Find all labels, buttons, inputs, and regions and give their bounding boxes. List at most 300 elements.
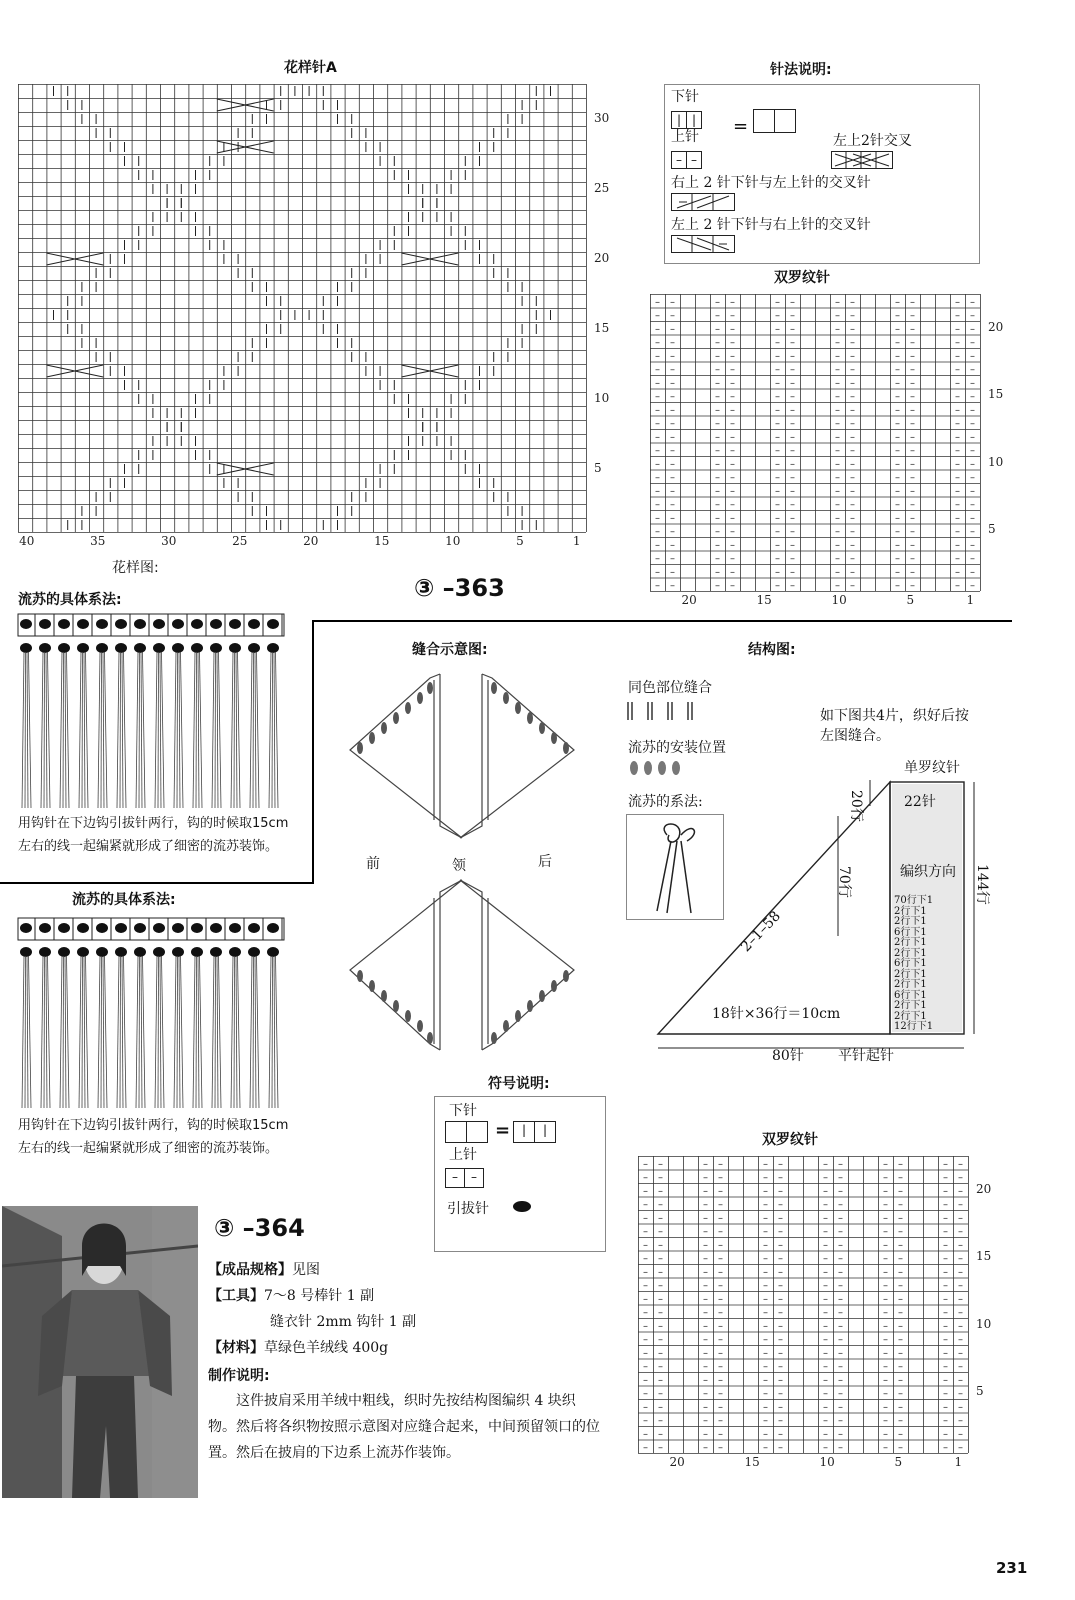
purl-mark: – [715,296,720,308]
symbols-knit-label: 下针 [449,1103,477,1119]
purl-mark: – [955,553,960,565]
purl-mark: – [955,364,960,376]
row-list-item: 2行下1 [894,979,927,990]
instructions-title: 制作说明: [208,1368,270,1384]
tool-row [208,1288,374,1304]
x-tick-label: 15 [744,1455,760,1469]
purl-mark: – [643,1361,648,1373]
purl-mark: – [655,445,660,457]
purl-mark: – [763,1293,768,1305]
purl-mark: – [850,350,855,362]
purl-mark: – [790,391,795,403]
purl-mark: – [970,580,975,592]
purl-mark: – [715,539,720,551]
purl-mark: – [718,1442,723,1454]
purl-mark: – [958,1172,963,1184]
purl-mark: – [778,1212,783,1224]
purl-mark: – [718,1374,723,1386]
purl-mark: – [895,310,900,322]
purl-mark: – [643,1253,648,1265]
pattern-a-grid [18,84,587,533]
purl-mark: – [958,1266,963,1278]
purl-mark: – [970,296,975,308]
rib1-grid [650,294,981,592]
purl-mark: – [775,296,780,308]
purl-mark: – [823,1442,828,1454]
sewing-title: 缝合示意图: [412,642,488,658]
purl-mark: – [778,1253,783,1265]
purl-mark: – [898,1280,903,1292]
purl-mark: – [670,526,675,538]
purl-mark: – [718,1334,723,1346]
purl-mark: – [955,418,960,430]
purl-mark: – [718,1253,723,1265]
purl-mark: – [955,391,960,403]
purl-mark: – [778,1442,783,1454]
purl-mark: – [850,391,855,403]
purl-mark: – [850,526,855,538]
purl-mark: – [898,1158,903,1170]
purl-mark: – [970,485,975,497]
purl-mark: – [883,1253,888,1265]
purl-mark: – [823,1253,828,1265]
purl-mark: – [823,1280,828,1292]
purl-mark: – [658,1347,663,1359]
purl-mark: – [823,1320,828,1332]
structure-sts22: 22针 [904,794,936,810]
x-tick-label: 5 [906,593,915,607]
purl-mark: – [850,377,855,389]
purl-mark: – [943,1320,948,1332]
x-tick-label: 10 [819,1455,835,1469]
purl-mark: – [658,1172,663,1184]
purl-mark: – [970,499,975,511]
purl-mark: – [883,1293,888,1305]
purl-mark: – [970,337,975,349]
purl-mark: – [655,350,660,362]
purl-mark: – [958,1212,963,1224]
purl-mark: – [730,310,735,322]
purl-mark: – [703,1347,708,1359]
legend-knit-label: 下针 [671,89,699,105]
purl-mark: – [703,1320,708,1332]
purl-mark: – [895,377,900,389]
purl-mark: – [910,350,915,362]
purl-mark: – [763,1253,768,1265]
purl-mark: – [703,1374,708,1386]
purl-mark: – [910,472,915,484]
purl-mark: – [955,323,960,335]
purl-mark: – [778,1347,783,1359]
purl-mark: – [763,1415,768,1427]
purl-mark: – [943,1158,948,1170]
purl-mark: – [958,1401,963,1413]
purl-mark: – [763,1199,768,1211]
purl-mark: – [910,458,915,470]
purl-mark: – [895,350,900,362]
structure-row-list [894,896,954,1033]
purl-mark: – [658,1374,663,1386]
purl-mark: – [643,1266,648,1278]
purl-mark: – [958,1253,963,1265]
purl-mark: – [763,1334,768,1346]
legend-cross-right-label: 右上 2 针下针与左上针的交叉针 [671,175,871,191]
purl-mark: – [715,391,720,403]
purl-mark: – [835,404,840,416]
rib2-grid [638,1156,969,1454]
structure-note-1 [820,706,980,746]
purl-mark: – [643,1374,648,1386]
purl-mark: – [910,566,915,578]
purl-mark: – [703,1361,708,1373]
purl-mark: – [718,1347,723,1359]
purl-mark: – [943,1172,948,1184]
x-tick-label: 35 [90,534,106,548]
purl-mark: – [643,1415,648,1427]
purl-mark: – [715,526,720,538]
purl-mark: – [910,377,915,389]
purl-mark: – [898,1388,903,1400]
purl-mark: – [970,566,975,578]
section-364-label: ③ –364 [214,1214,305,1242]
purl-mark: – [970,391,975,403]
purl-mark: – [778,1415,783,1427]
purl-mark: – [838,1307,843,1319]
purl-mark: – [850,445,855,457]
purl-mark: – [790,445,795,457]
structure-rows20: 20行 [848,790,864,822]
purl-mark: – [658,1185,663,1197]
purl-mark: – [955,526,960,538]
purl-mark: – [790,526,795,538]
purl-mark: – [775,404,780,416]
purl-mark: – [895,391,900,403]
purl-mark: – [838,1253,843,1265]
purl-mark: – [655,580,660,592]
purl-mark: – [670,323,675,335]
purl-mark: – [943,1388,948,1400]
purl-mark: – [823,1293,828,1305]
row-list-item: 2行下1 [894,1000,927,1011]
purl-mark: – [763,1361,768,1373]
purl-mark: – [790,512,795,524]
symbols-title: 符号说明: [488,1076,550,1092]
purl-mark: – [955,445,960,457]
purl-mark: – [718,1226,723,1238]
purl-mark: – [790,323,795,335]
purl-mark: – [898,1361,903,1373]
purl-mark: – [790,431,795,443]
purl-mark: – [703,1239,708,1251]
structure-cast-on: 平针起针 [838,1048,894,1064]
purl-mark: – [718,1428,723,1440]
purl-mark: – [835,310,840,322]
purl-mark: – [835,431,840,443]
purl-mark: – [730,323,735,335]
purl-mark: – [970,472,975,484]
symbols-equals: = [495,1120,511,1141]
purl-mark: – [775,337,780,349]
row-list-item: 6行下1 [894,926,927,938]
purl-mark: – [775,323,780,335]
purl-mark: – [643,1226,648,1238]
x-tick-label: 40 [19,534,35,548]
purl-mark: – [790,539,795,551]
purl-mark: – [655,296,660,308]
spec-row [208,1262,320,1278]
purl-mark: – [883,1307,888,1319]
sewing-back: 后 [538,854,552,870]
purl-mark: – [658,1334,663,1346]
structure-fringe-pos: 流苏的安装位置 [628,740,726,756]
purl-mark: – [898,1212,903,1224]
purl-mark: – [658,1307,663,1319]
purl-mark: – [838,1185,843,1197]
purl-mark: – [970,310,975,322]
row-list-item: 2行下1 [894,905,927,917]
purl-mark: – [775,391,780,403]
purl-mark: – [775,364,780,376]
purl-mark: – [895,485,900,497]
purl-mark: – [670,458,675,470]
purl-mark: – [730,404,735,416]
purl-mark: – [703,1185,708,1197]
purl-mark: – [958,1361,963,1373]
purl-mark: – [910,431,915,443]
purl-mark: – [823,1266,828,1278]
purl-mark: – [895,431,900,443]
legend-cross-left-symbol [671,235,735,253]
fringe-pos-symbol [628,760,688,776]
purl-mark: – [763,1266,768,1278]
purl-mark: – [730,458,735,470]
purl-mark: – [643,1347,648,1359]
purl-mark: – [778,1293,783,1305]
purl-mark: – [910,539,915,551]
purl-mark: – [763,1320,768,1332]
x-tick-label: 20 [681,593,697,607]
purl-mark: – [730,580,735,592]
purl-mark: – [790,337,795,349]
purl-mark: – [823,1185,828,1197]
purl-mark: – [835,377,840,389]
purl-mark: – [898,1293,903,1305]
purl-mark: – [835,472,840,484]
x-tick-label: 5 [894,1455,903,1469]
purl-mark: – [958,1185,963,1197]
purl-mark: – [883,1172,888,1184]
purl-mark: – [658,1226,663,1238]
purl-mark: – [718,1388,723,1400]
purl-mark: – [790,377,795,389]
purl-mark: – [958,1388,963,1400]
x-tick-label: 15 [374,534,390,548]
purl-mark: – [910,512,915,524]
purl-mark: – [778,1226,783,1238]
purl-mark: – [883,1212,888,1224]
legend-purl-symbol: – – [671,149,701,169]
purl-mark: – [850,296,855,308]
purl-mark: – [895,404,900,416]
purl-mark: – [775,566,780,578]
purl-mark: – [955,296,960,308]
purl-mark: – [895,472,900,484]
purl-mark: – [898,1415,903,1427]
purl-mark: – [790,553,795,565]
purl-mark: – [763,1442,768,1454]
purl-mark: – [898,1226,903,1238]
purl-mark: – [790,499,795,511]
purl-mark: – [850,485,855,497]
purl-mark: – [898,1428,903,1440]
purl-mark: – [655,553,660,565]
purl-mark: – [895,337,900,349]
purl-mark: – [838,1280,843,1292]
purl-mark: – [718,1266,723,1278]
purl-mark: – [670,418,675,430]
purl-mark: – [943,1293,948,1305]
purl-mark: – [715,377,720,389]
purl-mark: – [838,1374,843,1386]
purl-mark: – [898,1185,903,1197]
purl-mark: – [838,1334,843,1346]
structure-sts80: 80针 [772,1048,804,1064]
purl-mark: – [838,1428,843,1440]
fringe1-illustration [16,612,288,812]
y-tick-label: 30 [594,111,610,125]
purl-mark: – [898,1199,903,1211]
symbols-knit-blank [445,1121,487,1143]
purl-mark: – [823,1239,828,1251]
purl-mark: – [718,1172,723,1184]
purl-mark: – [910,323,915,335]
purl-mark: – [778,1361,783,1373]
purl-mark: – [775,553,780,565]
purl-mark: – [703,1401,708,1413]
purl-mark: – [790,364,795,376]
purl-mark: – [835,350,840,362]
purl-mark: – [970,539,975,551]
rib2-title: 双罗纹针 [762,1132,818,1148]
purl-mark: – [835,337,840,349]
y-tick-label: 20 [594,251,610,265]
purl-mark: – [658,1442,663,1454]
purl-mark: – [970,350,975,362]
purl-mark: – [775,472,780,484]
material-key: 【材料】 [208,1340,264,1356]
purl-mark: – [838,1212,843,1224]
purl-mark: – [835,499,840,511]
purl-mark: – [658,1320,663,1332]
purl-mark: – [658,1266,663,1278]
purl-mark: – [895,418,900,430]
purl-mark: – [790,310,795,322]
purl-mark: – [763,1307,768,1319]
purl-mark: – [658,1401,663,1413]
purl-mark: – [850,431,855,443]
purl-mark: – [790,458,795,470]
purl-mark: – [955,580,960,592]
row-list-item: 2行下1 [894,947,927,959]
purl-mark: – [835,458,840,470]
purl-mark: – [778,1185,783,1197]
purl-mark: – [895,445,900,457]
purl-mark: – [658,1158,663,1170]
stitch-legend-title: 针法说明: [770,62,832,78]
purl-mark: – [955,431,960,443]
purl-mark: – [775,512,780,524]
purl-mark: – [703,1307,708,1319]
purl-mark: – [958,1226,963,1238]
purl-mark: – [958,1320,963,1332]
purl-mark: – [658,1428,663,1440]
purl-mark: – [835,391,840,403]
purl-mark: – [910,310,915,322]
purl-mark: – [955,377,960,389]
sewing-neck: 领 [452,858,466,874]
purl-mark: – [910,526,915,538]
stitch-legend-box [664,84,980,264]
row-list-item: 6行下1 [894,989,927,1001]
purl-mark: – [898,1334,903,1346]
purl-mark: – [835,539,840,551]
purl-mark: – [670,445,675,457]
purl-mark: – [895,539,900,551]
purl-mark: – [730,350,735,362]
purl-mark: – [838,1239,843,1251]
purl-mark: – [763,1172,768,1184]
purl-mark: – [943,1374,948,1386]
purl-mark: – [835,553,840,565]
purl-mark: – [670,472,675,484]
y-tick-label: 5 [988,522,996,537]
purl-mark: – [730,472,735,484]
purl-mark: – [655,526,660,538]
purl-mark: – [715,553,720,565]
purl-mark: – [823,1307,828,1319]
y-tick-label: 5 [594,461,602,475]
purl-mark: – [658,1253,663,1265]
purl-mark: – [670,580,675,592]
purl-mark: – [835,296,840,308]
purl-mark: – [850,539,855,551]
purl-mark: – [835,566,840,578]
purl-mark: – [778,1307,783,1319]
pattern-a-title: 花样针A [284,60,337,76]
purl-mark: – [730,526,735,538]
purl-mark: – [715,404,720,416]
purl-mark: – [703,1442,708,1454]
purl-mark: – [655,539,660,551]
y-tick-label: 5 [976,1384,984,1399]
purl-mark: – [955,499,960,511]
row-list-item: 70行下1 [894,895,934,906]
purl-mark: – [883,1239,888,1251]
purl-mark: – [943,1347,948,1359]
purl-mark: – [823,1428,828,1440]
purl-mark: – [703,1388,708,1400]
x-tick-label: 10 [445,534,461,548]
purl-mark: – [715,445,720,457]
purl-mark: – [883,1415,888,1427]
x-tick-label: 25 [232,534,248,548]
purl-mark: – [763,1280,768,1292]
purl-mark: – [703,1158,708,1170]
row-list-item: 12行下1 [894,1021,934,1032]
purl-mark: – [898,1253,903,1265]
purl-mark: – [850,566,855,578]
x-tick-label: 30 [161,534,177,548]
